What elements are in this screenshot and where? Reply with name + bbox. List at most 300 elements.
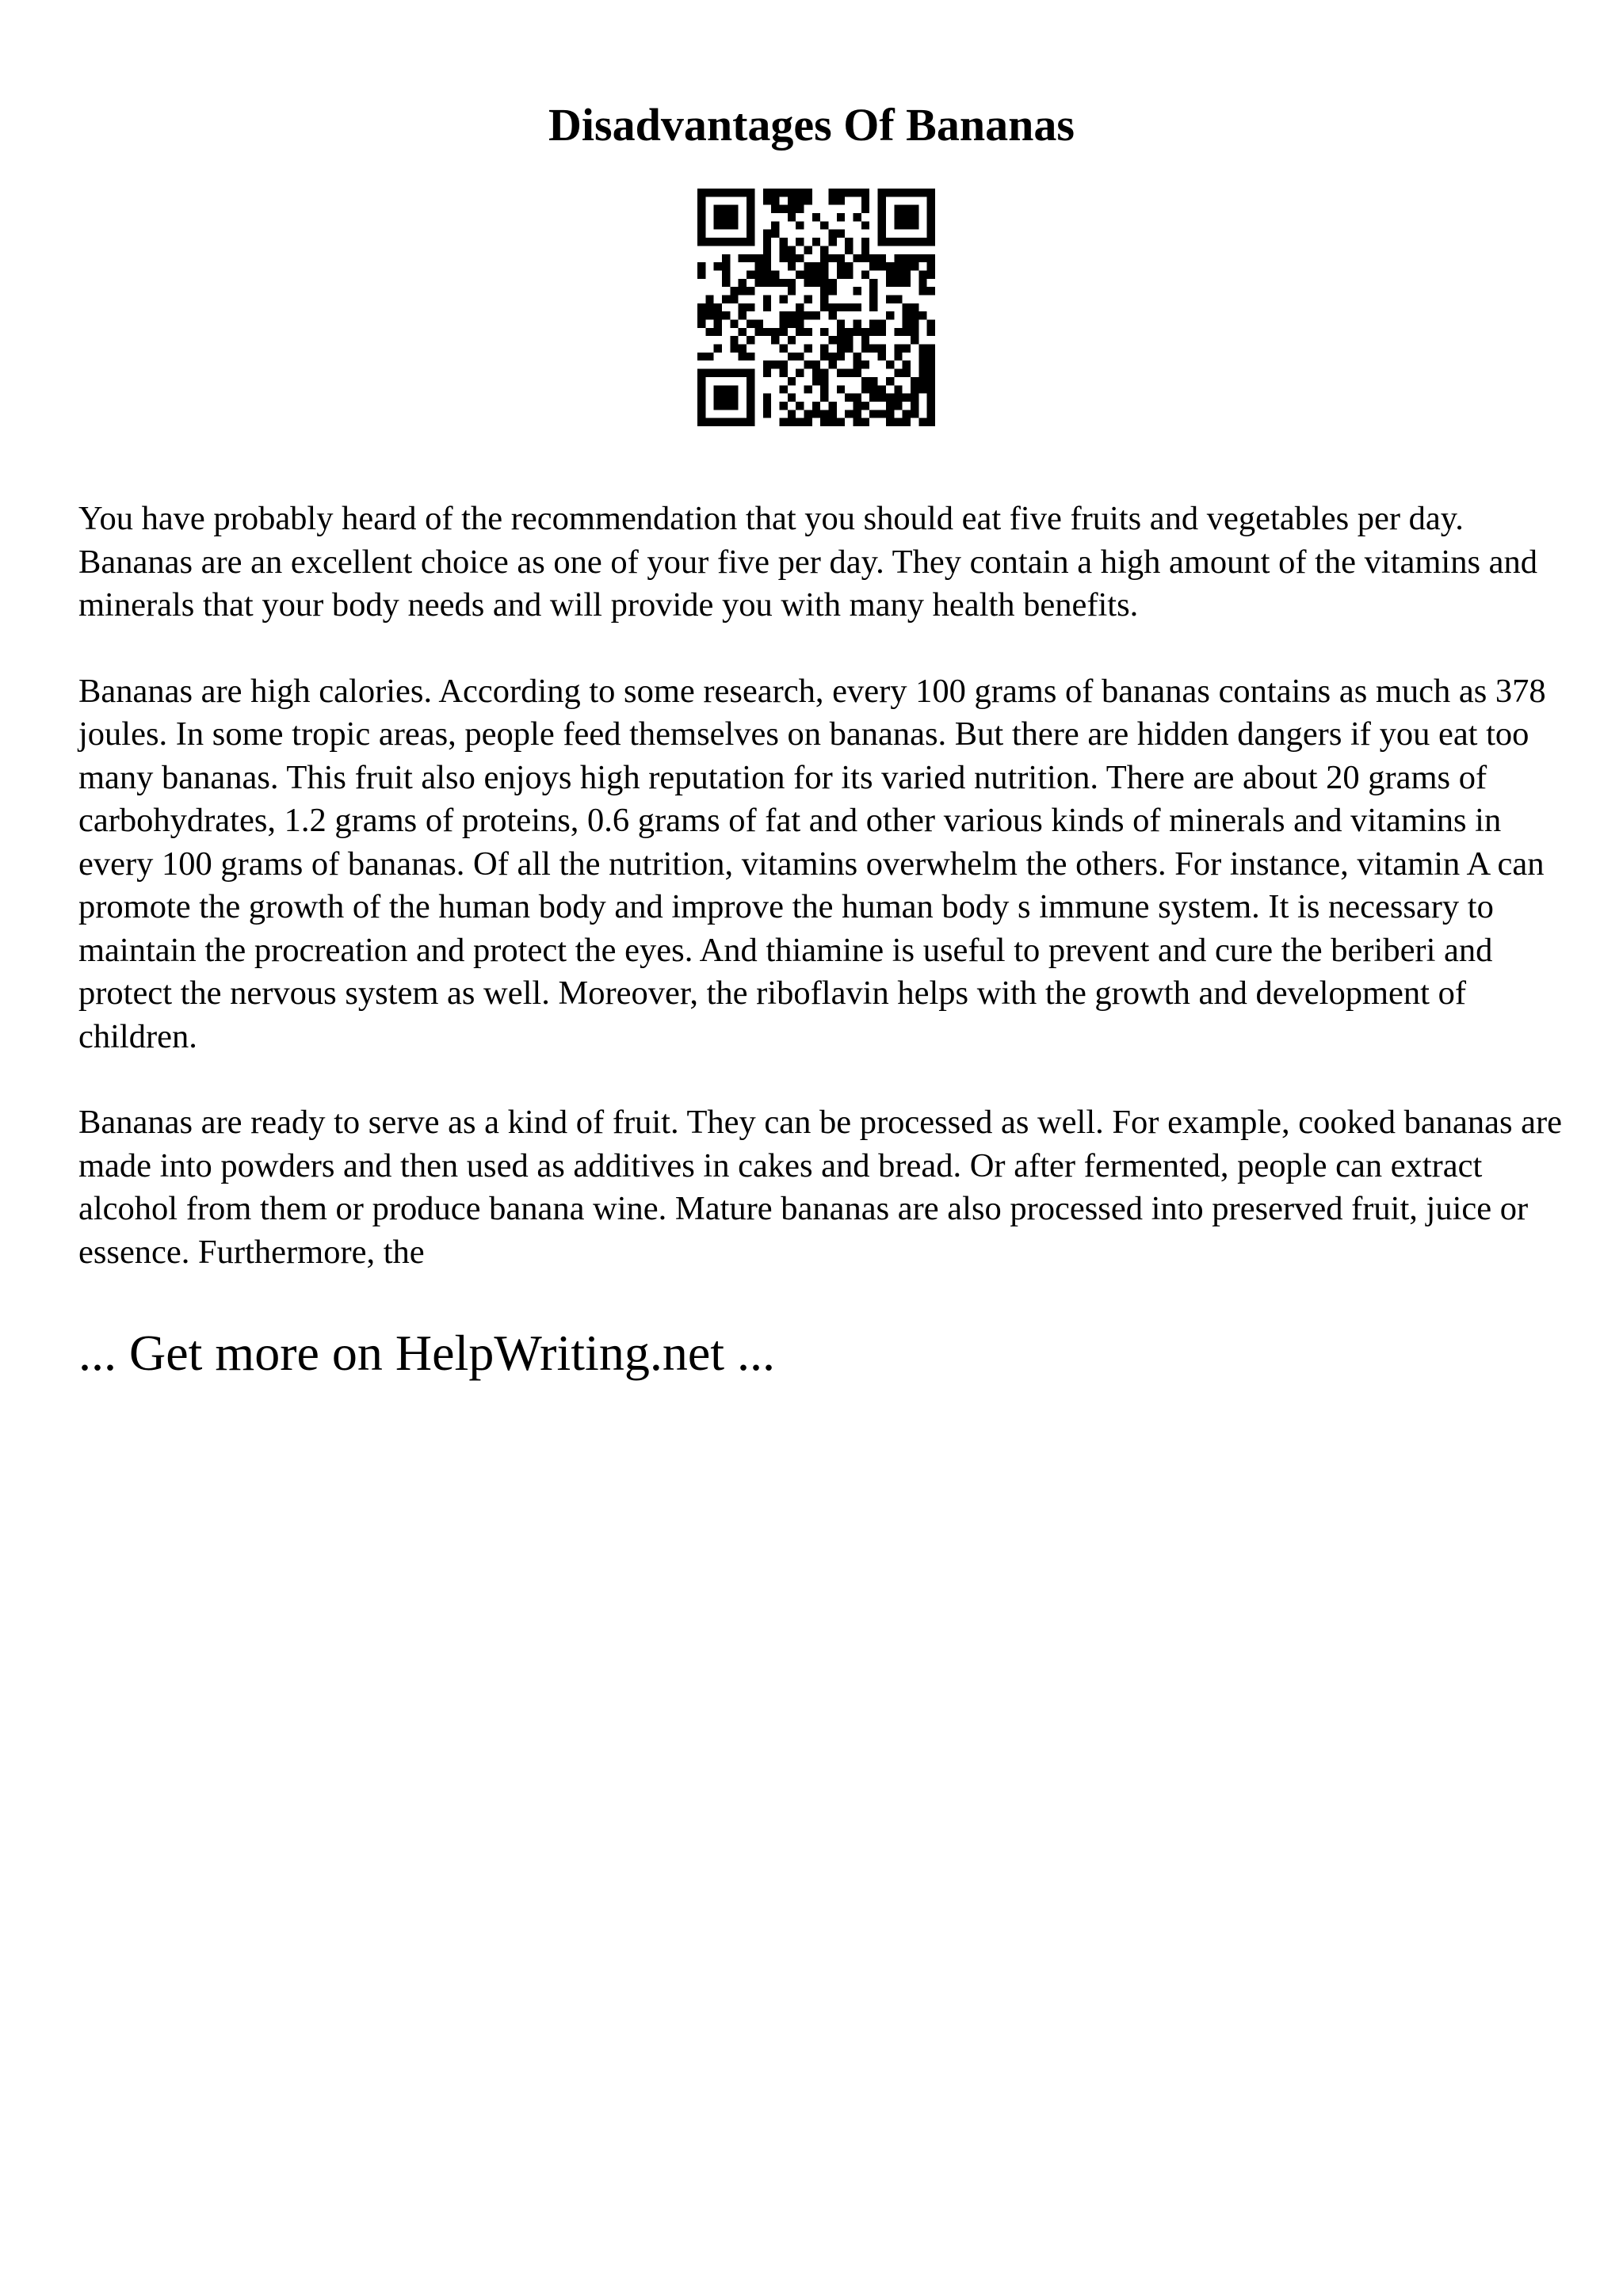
- qr-module: [886, 360, 894, 368]
- qr-module: [771, 270, 779, 278]
- qr-module: [861, 221, 869, 229]
- qr-module: [730, 221, 738, 229]
- qr-module: [894, 189, 902, 196]
- qr-module: [714, 303, 722, 311]
- qr-module: [911, 221, 918, 229]
- qr-module: [714, 262, 722, 270]
- qr-module: [747, 213, 754, 221]
- qr-module: [854, 353, 861, 360]
- qr-module: [820, 287, 828, 295]
- qr-module: [796, 270, 804, 278]
- qr-module: [788, 320, 796, 328]
- qr-module: [763, 270, 771, 278]
- qr-module: [714, 345, 722, 353]
- qr-module: [771, 328, 779, 336]
- qr-module: [788, 279, 796, 287]
- qr-module: [927, 196, 935, 204]
- qr-module: [804, 262, 812, 270]
- qr-module: [854, 254, 861, 262]
- qr-module: [804, 311, 812, 319]
- qr-module: [837, 345, 845, 353]
- qr-module: [903, 410, 911, 418]
- qr-module: [861, 189, 869, 196]
- qr-module: [739, 189, 747, 196]
- qr-module: [804, 345, 812, 353]
- qr-module: [754, 254, 762, 262]
- qr-module: [714, 311, 722, 319]
- qr-module: [705, 311, 713, 319]
- qr-module: [918, 189, 926, 196]
- qr-module: [820, 295, 828, 303]
- qr-module: [763, 246, 771, 254]
- qr-module: [869, 320, 877, 328]
- qr-module: [747, 320, 754, 328]
- qr-module: [739, 311, 747, 319]
- qr-module: [812, 402, 820, 410]
- qr-module: [705, 328, 713, 336]
- qr-module: [788, 394, 796, 402]
- qr-module: [869, 279, 877, 287]
- qr-module: [878, 213, 886, 221]
- qr-module: [730, 320, 738, 328]
- qr-module: [739, 369, 747, 377]
- qr-module: [820, 353, 828, 360]
- qr-module: [820, 221, 828, 229]
- qr-module: [927, 353, 935, 360]
- qr-module: [927, 385, 935, 393]
- qr-module: [861, 270, 869, 278]
- qr-module: [779, 402, 787, 410]
- qr-module: [927, 205, 935, 213]
- qr-module: [854, 328, 861, 336]
- qr-module: [878, 196, 886, 204]
- qr-module: [705, 238, 713, 246]
- qr-module: [697, 189, 705, 196]
- qr-module: [771, 360, 779, 368]
- qr-module: [804, 385, 812, 393]
- qr-module: [697, 311, 705, 319]
- qr-module: [788, 205, 796, 213]
- qr-module: [804, 279, 812, 287]
- qr-module: [820, 369, 828, 377]
- qr-module: [796, 303, 804, 311]
- qr-module: [714, 402, 722, 410]
- qr-module: [796, 254, 804, 262]
- qr-module: [927, 369, 935, 377]
- qr-module: [788, 196, 796, 204]
- qr-module: [754, 328, 762, 336]
- qr-module: [927, 394, 935, 402]
- qr-module: [788, 287, 796, 295]
- qr-module: [829, 189, 837, 196]
- qr-module: [878, 394, 886, 402]
- qr-module: [927, 221, 935, 229]
- qr-module: [779, 369, 787, 377]
- qr-module: [820, 418, 828, 426]
- qr-module: [730, 238, 738, 246]
- qr-module: [747, 238, 754, 246]
- qr-module: [837, 320, 845, 328]
- qr-module: [739, 418, 747, 426]
- qr-module: [796, 221, 804, 229]
- qr-module: [894, 369, 902, 377]
- qr-module: [903, 345, 911, 353]
- qr-module: [714, 189, 722, 196]
- paragraph-intro: You have probably heard of the recommendation that you should eat five fruits and vegetables per day. Bananas are an excellent choice as one of your five per day. They contain a high amount of the vitamins and minerals that your body needs and will provide you with many health benefits.: [78, 500, 1538, 624]
- qr-module: [763, 196, 771, 204]
- qr-module: [730, 213, 738, 221]
- qr-module: [869, 287, 877, 295]
- qr-module: [722, 369, 730, 377]
- qr-module: [911, 336, 918, 344]
- qr-module: [903, 394, 911, 402]
- qr-module: [837, 189, 845, 196]
- qr-module: [845, 189, 853, 196]
- qr-module: [771, 230, 779, 238]
- qr-module: [804, 360, 812, 368]
- qr-module: [894, 353, 902, 360]
- qr-module: [894, 295, 902, 303]
- qr-module: [894, 213, 902, 221]
- qr-module: [854, 360, 861, 368]
- qr-module: [779, 311, 787, 319]
- qr-module: [747, 205, 754, 213]
- qr-module: [927, 270, 935, 278]
- qr-module: [886, 238, 894, 246]
- qr-module: [861, 328, 869, 336]
- qr-module: [878, 221, 886, 229]
- qr-module: [903, 311, 911, 319]
- get-more-link[interactable]: ... Get more on HelpWriting.net ...: [78, 1325, 775, 1381]
- qr-module: [796, 205, 804, 213]
- qr-module: [878, 262, 886, 270]
- qr-module: [927, 410, 935, 418]
- qr-module: [779, 254, 787, 262]
- qr-module: [886, 410, 894, 418]
- qr-module: [869, 377, 877, 385]
- qr-module: [697, 270, 705, 278]
- qr-module: [705, 303, 713, 311]
- qr-module: [705, 295, 713, 303]
- qr-module: [911, 189, 918, 196]
- qr-module: [918, 254, 926, 262]
- qr-module: [771, 336, 779, 344]
- qr-module: [927, 360, 935, 368]
- qr-module: [878, 238, 886, 246]
- qr-module: [869, 303, 877, 311]
- qr-module: [918, 385, 926, 393]
- qr-module: [722, 213, 730, 221]
- qr-module: [903, 303, 911, 311]
- qr-module: [854, 394, 861, 402]
- qr-module: [829, 196, 837, 204]
- qr-module: [763, 254, 771, 262]
- qr-module: [820, 246, 828, 254]
- qr-module: [779, 189, 787, 196]
- qr-module: [804, 246, 812, 254]
- qr-module: [714, 394, 722, 402]
- qr-module: [747, 353, 754, 360]
- qr-module: [788, 189, 796, 196]
- qr-module: [714, 328, 722, 336]
- qr-module: [861, 360, 869, 368]
- qr-module: [820, 254, 828, 262]
- qr-module: [903, 221, 911, 229]
- qr-module: [796, 189, 804, 196]
- qr-module: [886, 394, 894, 402]
- qr-code-icon: [697, 189, 935, 426]
- qr-module: [911, 402, 918, 410]
- qr-module: [747, 394, 754, 402]
- qr-module: [918, 418, 926, 426]
- qr-module: [911, 238, 918, 246]
- qr-module: [779, 205, 787, 213]
- paragraph-processing: Bananas are ready to serve as a kind of fruit. They can be processed as well. For example, cooked bananas are made into powders and then used as additives in cakes and bread. Or after fermented, people can extract alcohol from them or produce banana wine. Mature bananas are also processed into preserved fruit, juice or essence. Furthermore, the: [78, 1104, 1563, 1271]
- qr-module: [903, 328, 911, 336]
- qr-module: [861, 205, 869, 213]
- qr-module: [788, 311, 796, 319]
- qr-module: [927, 189, 935, 196]
- qr-module: [771, 205, 779, 213]
- qr-module: [763, 189, 771, 196]
- page-title: Disadvantages Of Bananas: [548, 99, 1075, 151]
- qr-module: [837, 262, 845, 270]
- qr-module: [869, 295, 877, 303]
- qr-module: [911, 328, 918, 336]
- qr-module: [829, 254, 837, 262]
- qr-module: [918, 369, 926, 377]
- qr-module: [779, 418, 787, 426]
- qr-module: [763, 402, 771, 410]
- qr-module: [812, 213, 820, 221]
- qr-module: [730, 385, 738, 393]
- qr-module: [918, 270, 926, 278]
- qr-module: [812, 360, 820, 368]
- qr-module: [886, 189, 894, 196]
- qr-module: [722, 254, 730, 262]
- qr-module: [747, 254, 754, 262]
- qr-module: [747, 385, 754, 393]
- qr-module: [812, 279, 820, 287]
- qr-module: [911, 410, 918, 418]
- qr-module: [697, 221, 705, 229]
- qr-module: [804, 328, 812, 336]
- qr-module: [763, 238, 771, 246]
- qr-module: [820, 270, 828, 278]
- qr-module: [918, 287, 926, 295]
- qr-module: [918, 377, 926, 385]
- qr-module: [779, 279, 787, 287]
- qr-module: [779, 345, 787, 353]
- qr-module: [804, 410, 812, 418]
- qr-module: [820, 345, 828, 353]
- qr-module: [903, 205, 911, 213]
- qr-module: [747, 377, 754, 385]
- qr-module: [845, 270, 853, 278]
- qr-module: [829, 360, 837, 368]
- qr-module: [911, 394, 918, 402]
- qr-module: [861, 345, 869, 353]
- qr-module: [763, 410, 771, 418]
- qr-module: [820, 394, 828, 402]
- qr-module: [779, 360, 787, 368]
- qr-module: [861, 402, 869, 410]
- qr-module: [903, 270, 911, 278]
- qr-module: [730, 418, 738, 426]
- qr-module: [796, 311, 804, 319]
- qr-module: [927, 254, 935, 262]
- qr-module: [927, 213, 935, 221]
- qr-module: [845, 369, 853, 377]
- qr-module: [837, 270, 845, 278]
- qr-module: [788, 418, 796, 426]
- qr-module: [747, 303, 754, 311]
- qr-module: [894, 402, 902, 410]
- qr-module: [779, 295, 787, 303]
- qr-module: [918, 311, 926, 319]
- qr-module: [697, 377, 705, 385]
- qr-module: [730, 295, 738, 303]
- qr-module: [739, 279, 747, 287]
- qr-module: [730, 336, 738, 344]
- qr-module: [697, 385, 705, 393]
- qr-module: [804, 418, 812, 426]
- qr-module: [747, 410, 754, 418]
- qr-module: [918, 345, 926, 353]
- qr-module: [739, 303, 747, 311]
- qr-module: [903, 418, 911, 426]
- qr-module: [730, 345, 738, 353]
- qr-module: [812, 410, 820, 418]
- qr-module: [903, 262, 911, 270]
- qr-module: [763, 262, 771, 270]
- qr-module: [714, 385, 722, 393]
- qr-module: [722, 311, 730, 319]
- qr-module: [837, 196, 845, 204]
- qr-module: [714, 213, 722, 221]
- qr-module: [918, 279, 926, 287]
- qr-module: [812, 377, 820, 385]
- qr-module: [918, 238, 926, 246]
- qr-module: [837, 328, 845, 336]
- qr-module: [697, 369, 705, 377]
- qr-module: [779, 385, 787, 393]
- qr-module: [845, 345, 853, 353]
- qr-module: [845, 336, 853, 344]
- qr-module: [886, 311, 894, 319]
- qr-module: [730, 189, 738, 196]
- qr-module: [878, 205, 886, 213]
- qr-module: [697, 262, 705, 270]
- qr-module: [820, 328, 828, 336]
- qr-module: [886, 377, 894, 385]
- qr-module: [861, 246, 869, 254]
- qr-module: [927, 377, 935, 385]
- qr-module: [820, 279, 828, 287]
- qr-module: [894, 418, 902, 426]
- qr-module: [812, 262, 820, 270]
- qr-module: [804, 270, 812, 278]
- qr-module: [722, 221, 730, 229]
- qr-module: [747, 196, 754, 204]
- qr-module: [722, 205, 730, 213]
- qr-module: [697, 418, 705, 426]
- qr-module: [894, 262, 902, 270]
- qr-module: [903, 254, 911, 262]
- qr-module: [845, 410, 853, 418]
- qr-module: [722, 279, 730, 287]
- qr-module: [747, 221, 754, 229]
- qr-module: [747, 418, 754, 426]
- qr-module: [796, 328, 804, 336]
- qr-module: [903, 213, 911, 221]
- qr-module: [837, 336, 845, 344]
- qr-module: [697, 394, 705, 402]
- qr-module: [903, 238, 911, 246]
- qr-module: [796, 196, 804, 204]
- qr-module: [730, 369, 738, 377]
- qr-module: [730, 402, 738, 410]
- qr-module: [697, 303, 705, 311]
- qr-module: [845, 262, 853, 270]
- qr-module: [861, 238, 869, 246]
- qr-module: [854, 303, 861, 311]
- qr-module: [796, 353, 804, 360]
- qr-module: [714, 369, 722, 377]
- qr-module: [894, 345, 902, 353]
- qr-module: [697, 205, 705, 213]
- qr-module: [903, 189, 911, 196]
- qr-module: [829, 279, 837, 287]
- qr-module: [829, 303, 837, 311]
- qr-module: [763, 394, 771, 402]
- qr-module: [837, 353, 845, 360]
- qr-module: [854, 287, 861, 295]
- qr-module: [927, 287, 935, 295]
- qr-module: [837, 369, 845, 377]
- qr-module: [869, 262, 877, 270]
- qr-module: [829, 353, 837, 360]
- qr-module: [854, 320, 861, 328]
- qr-module: [854, 213, 861, 221]
- qr-module: [927, 262, 935, 270]
- qr-module: [886, 402, 894, 410]
- article-body: [78, 498, 1568, 1317]
- qr-module: [878, 410, 886, 418]
- qr-module: [779, 246, 787, 254]
- qr-module: [878, 230, 886, 238]
- qr-module: [894, 221, 902, 229]
- qr-module: [697, 196, 705, 204]
- qr-module: [796, 369, 804, 377]
- qr-module: [730, 287, 738, 295]
- qr-module: [869, 394, 877, 402]
- qr-module: [861, 385, 869, 393]
- qr-module: [705, 189, 713, 196]
- qr-module: [894, 270, 902, 278]
- qr-module: [697, 238, 705, 246]
- qr-module: [788, 254, 796, 262]
- qr-module: [763, 279, 771, 287]
- qr-module: [927, 345, 935, 353]
- qr-module: [788, 353, 796, 360]
- qr-module: [886, 270, 894, 278]
- qr-module: [739, 328, 747, 336]
- qr-module: [779, 238, 787, 246]
- qr-module: [845, 394, 853, 402]
- qr-module: [722, 385, 730, 393]
- qr-module: [854, 189, 861, 196]
